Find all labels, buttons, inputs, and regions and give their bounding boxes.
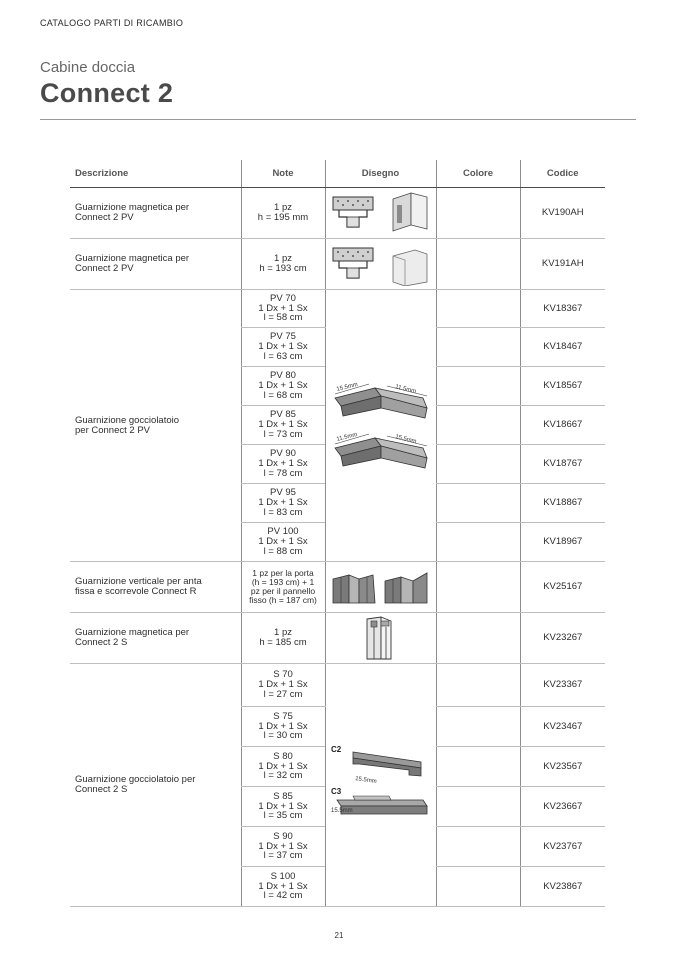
table-header-row	[70, 160, 605, 188]
table-row	[70, 239, 605, 290]
part-code: KV23667	[520, 787, 605, 827]
part-note: S 80 1 Dx + 1 Sx l = 32 cm	[241, 747, 325, 787]
part-code: KV23367	[520, 664, 605, 707]
drawing-dimension-label: 15.5mm	[330, 808, 353, 814]
part-color	[436, 445, 520, 484]
column-header-disegno: Disegno	[325, 160, 436, 188]
part-drawing	[325, 290, 436, 562]
part-note: 1 pz h = 193 cm	[241, 239, 325, 290]
part-color	[436, 484, 520, 523]
part-code: KV18767	[520, 445, 605, 484]
part-note: S 100 1 Dx + 1 Sx l = 42 cm	[241, 867, 325, 907]
part-color	[436, 827, 520, 867]
part-code: KV25167	[520, 562, 605, 613]
part-code: KV23767	[520, 827, 605, 867]
part-note: 1 pz per la porta (h = 193 cm) + 1 pz per il pannello fisso (h = 187 cm)	[241, 562, 325, 613]
part-description: Guarnizione verticale per anta fissa e scorrevole Connect R	[70, 562, 241, 613]
part-code: KV23867	[520, 867, 605, 907]
drawing-dimension-label: 11.5mm	[394, 383, 417, 395]
part-color	[436, 328, 520, 367]
magnetic-seal-pv-193-drawing	[331, 242, 431, 286]
magnetic-seal-s-drawing	[351, 615, 411, 661]
part-code: KV23467	[520, 707, 605, 747]
part-drawing	[325, 562, 436, 613]
column-header-descrizione: Descrizione	[70, 160, 241, 188]
part-note: PV 85 1 Dx + 1 Sx l = 73 cm	[241, 406, 325, 445]
page-subtitle: Cabine doccia	[40, 59, 136, 76]
drawing-dimension-label: 15.5mm	[394, 433, 417, 445]
part-note: PV 75 1 Dx + 1 Sx l = 63 cm	[241, 328, 325, 367]
title-divider	[40, 119, 636, 120]
part-code: KV18967	[520, 523, 605, 562]
catalog-header-label: CATALOGO PARTI DI RICAMBIO	[40, 18, 184, 28]
drawing-dimension-label: C2	[330, 745, 341, 754]
part-description: Guarnizione magnetica per Connect 2 S	[70, 613, 241, 664]
drawing-dimension-label: 15.5mm	[335, 381, 359, 393]
part-note: 1 pz h = 185 cm	[241, 613, 325, 664]
part-code: KV18867	[520, 484, 605, 523]
page-number: 21	[334, 931, 344, 940]
part-drawing	[325, 188, 436, 239]
part-note: PV 70 1 Dx + 1 Sx l = 58 cm	[241, 290, 325, 328]
part-code: KV190AH	[520, 188, 605, 239]
part-code: KV18467	[520, 328, 605, 367]
part-color	[436, 406, 520, 445]
part-drawing	[325, 664, 436, 907]
part-color	[436, 747, 520, 787]
drawing-dimension-label: C3	[330, 787, 341, 796]
part-color	[436, 867, 520, 907]
part-color	[436, 290, 520, 328]
drawing-dimension-label: 15.5mm	[354, 776, 377, 785]
part-note: PV 100 1 Dx + 1 Sx l = 88 cm	[241, 523, 325, 562]
part-description: Guarnizione magnetica per Connect 2 PV	[70, 239, 241, 290]
table-row	[70, 290, 605, 328]
part-code: KV18567	[520, 367, 605, 406]
part-color	[436, 707, 520, 747]
part-code: KV191AH	[520, 239, 605, 290]
part-description: Guarnizione gocciolatoio per Connect 2 S	[70, 664, 241, 907]
part-color	[436, 787, 520, 827]
part-drawing	[325, 239, 436, 290]
table-row	[70, 562, 605, 613]
part-description: Guarnizione magnetica per Connect 2 PV	[70, 188, 241, 239]
drip-seal-pv-drawing	[329, 374, 433, 478]
table-row	[70, 188, 605, 239]
drip-seal-s-drawing	[329, 740, 433, 830]
part-note: S 90 1 Dx + 1 Sx l = 37 cm	[241, 827, 325, 867]
part-note: PV 95 1 Dx + 1 Sx l = 83 cm	[241, 484, 325, 523]
part-note: S 70 1 Dx + 1 Sx l = 27 cm	[241, 664, 325, 707]
part-color	[436, 239, 520, 290]
column-header-note: Note	[241, 160, 325, 188]
part-color	[436, 188, 520, 239]
column-header-codice: Codice	[520, 160, 605, 188]
vertical-seal-r-drawing	[329, 569, 433, 605]
part-code: KV18367	[520, 290, 605, 328]
part-note: PV 80 1 Dx + 1 Sx l = 68 cm	[241, 367, 325, 406]
drawing-dimension-label: 11.5mm	[335, 431, 358, 443]
spare-parts-table	[70, 160, 605, 907]
part-note: S 85 1 Dx + 1 Sx l = 35 cm	[241, 787, 325, 827]
part-note: 1 pz h = 195 mm	[241, 188, 325, 239]
part-code: KV23267	[520, 613, 605, 664]
part-color	[436, 613, 520, 664]
page-title: Connect 2	[40, 78, 174, 108]
magnetic-seal-pv-195-drawing	[331, 191, 431, 235]
part-color	[436, 664, 520, 707]
part-note: PV 90 1 Dx + 1 Sx l = 78 cm	[241, 445, 325, 484]
part-color	[436, 562, 520, 613]
table-row	[70, 664, 605, 707]
part-color	[436, 367, 520, 406]
part-code: KV18667	[520, 406, 605, 445]
part-note: S 75 1 Dx + 1 Sx l = 30 cm	[241, 707, 325, 747]
part-drawing	[325, 613, 436, 664]
table-row	[70, 613, 605, 664]
part-color	[436, 523, 520, 562]
column-header-colore: Colore	[436, 160, 520, 188]
part-code: KV23567	[520, 747, 605, 787]
part-description: Guarnizione gocciolatoio per Connect 2 PV	[70, 290, 241, 562]
